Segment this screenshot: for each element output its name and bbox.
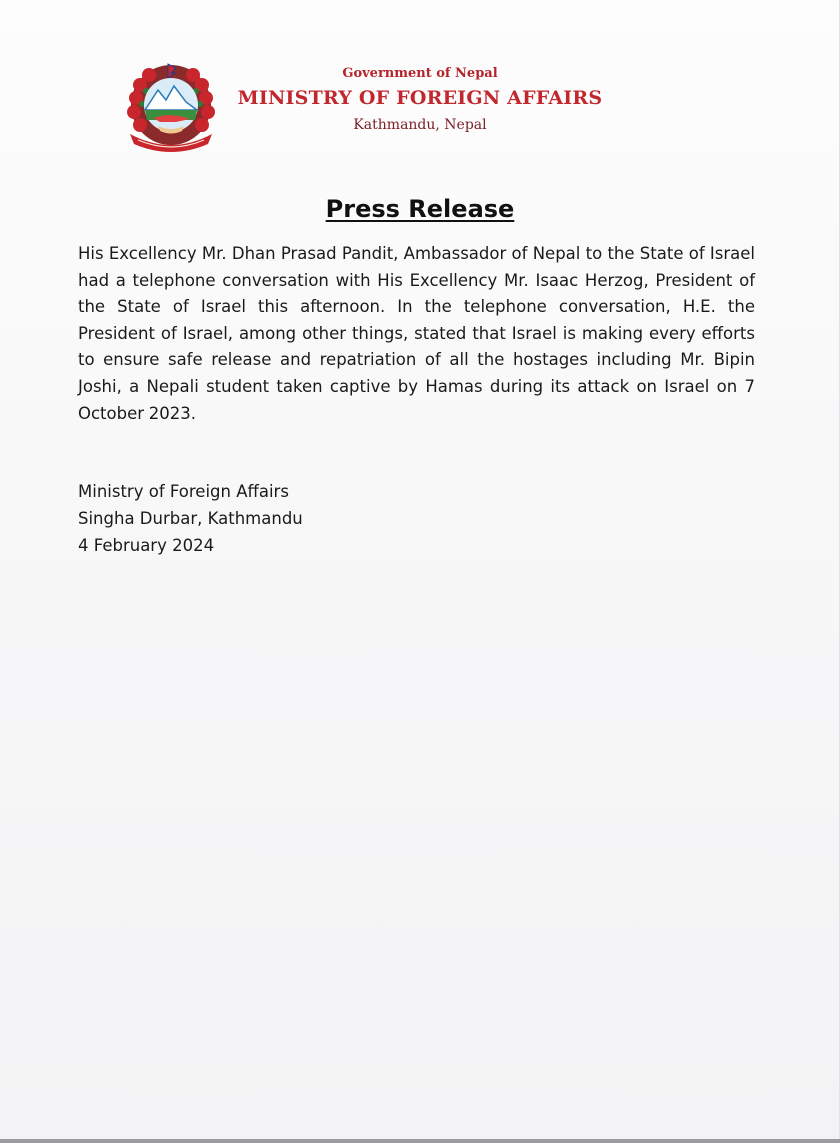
press-release-body: His Excellency Mr. Dhan Prasad Pandit, Ambassador of Nepal to the State of Israel had a telephone conversation with His Excellency Mr. Isaac Herzog, President of the State of Israel this afternoon. In the telephone conversation, H.E. the President of Israel, among other things, stated that Israel is making every efforts to ensure safe release and repatriation of all the hostages including Mr. Bipin Joshi, a Nepali student taken captive by Hamas during its attack on Israel on 7 October 2023. (78, 244, 755, 423)
letterhead (230, 64, 610, 136)
signoff-office: Ministry of Foreign Affairs (78, 482, 289, 501)
page-title: Press Release (325, 195, 515, 223)
bottom-divider (0, 1139, 840, 1143)
ministry-city: Kathmandu, Nepal (353, 117, 487, 133)
nepal-emblem-icon (120, 60, 222, 152)
signoff-date: 4 February 2024 (78, 536, 215, 555)
ministry-name: MINISTRY OF FOREIGN AFFAIRS (237, 87, 603, 109)
signoff-block (78, 478, 303, 559)
signoff-address: Singha Durbar, Kathmandu (78, 509, 303, 528)
government-label: Government of Nepal (342, 66, 498, 81)
